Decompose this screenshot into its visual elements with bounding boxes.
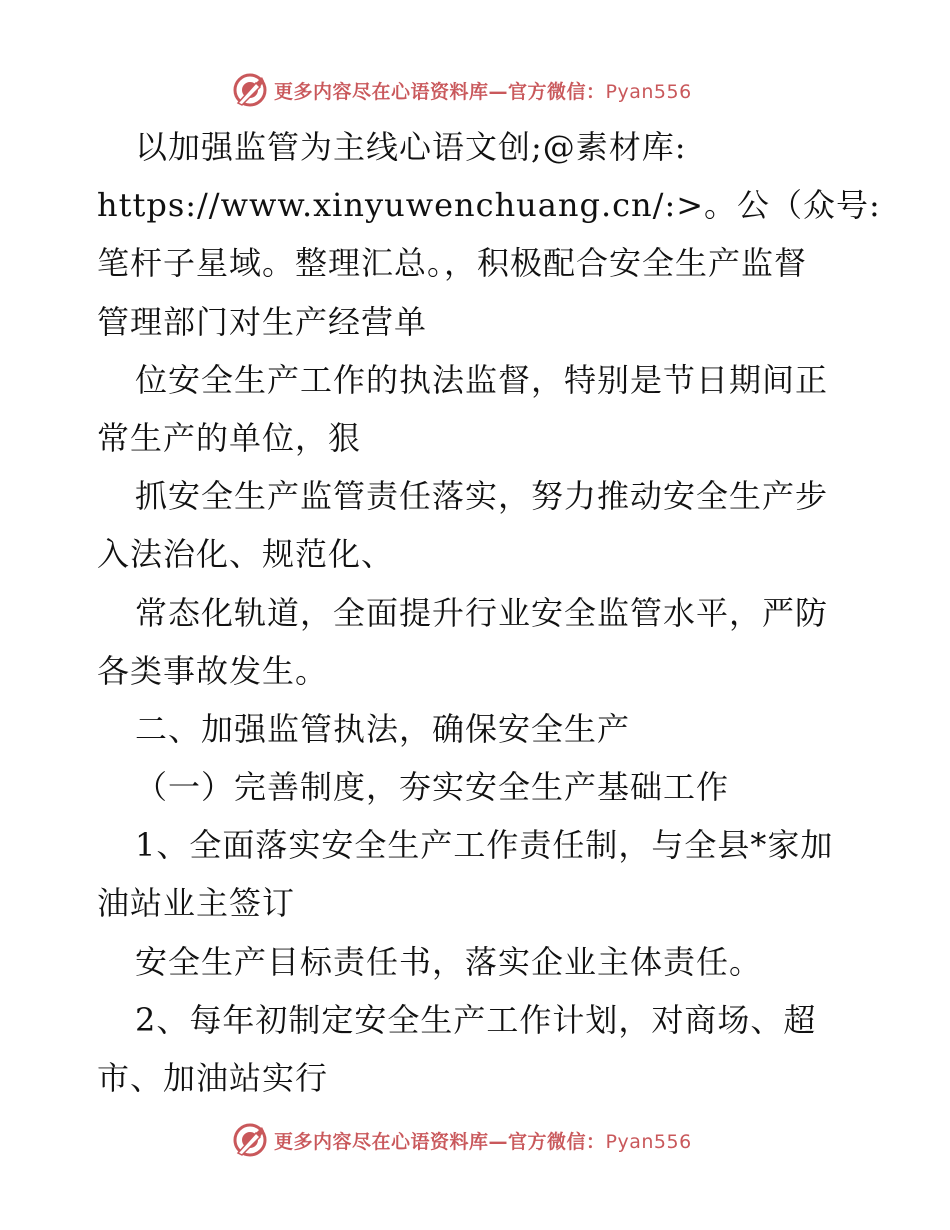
paragraph-line: 油站业主签订 xyxy=(97,884,296,923)
paragraph-line: 入法治化、规范化、 xyxy=(97,535,395,574)
paragraph-line: 1、全面落实安全生产工作责任制，与全县*家加 xyxy=(135,826,834,865)
paragraph-line: 笔杆子星域。整理汇总。，积极配合安全生产监督 xyxy=(97,244,808,283)
header-watermark xyxy=(232,70,692,110)
section-heading: 二、加强监管执法，确保安全生产 xyxy=(135,709,631,748)
paragraph-line: 各类事故发生。 xyxy=(97,651,329,690)
paragraph-line: 市、加油站实行 xyxy=(97,1059,329,1097)
paragraph-line: 常态化轨道，全面提升行业安全监管水平，严防 xyxy=(135,593,829,632)
paragraph-line: 抓安全生产监管责任落实，努力推动安全生产步 xyxy=(135,477,829,516)
paragraph-line: 常生产的单位，狠 xyxy=(97,418,362,457)
paragraph-line: 2、每年初制定安全生产工作计划，对商场、超 xyxy=(135,1000,817,1039)
subsection-heading: （一）完善制度，夯实安全生产基础工作 xyxy=(135,768,730,807)
paragraph-line: 以加强监管为主线心语文创;@素材库: xyxy=(135,128,687,166)
paragraph-line: 管理部门对生产经营单 xyxy=(97,302,428,341)
document-body xyxy=(97,118,881,1107)
paragraph-line: 安全生产目标责任书，落实企业主体责任。 xyxy=(135,942,763,981)
footer-watermark xyxy=(232,1120,692,1160)
pen-logo-icon xyxy=(232,72,268,108)
paragraph-line: 位安全生产工作的执法监督，特别是节日期间正 xyxy=(135,360,829,399)
pen-logo-icon xyxy=(232,1122,268,1158)
watermark-text: 更多内容尽在心语资料库—官方微信：Pyan556 xyxy=(274,1130,692,1153)
paragraph-line: https://www.xinyuwenchuang.cn/:>。公（众号: xyxy=(97,186,881,225)
watermark-text: 更多内容尽在心语资料库—官方微信：Pyan556 xyxy=(274,80,692,103)
